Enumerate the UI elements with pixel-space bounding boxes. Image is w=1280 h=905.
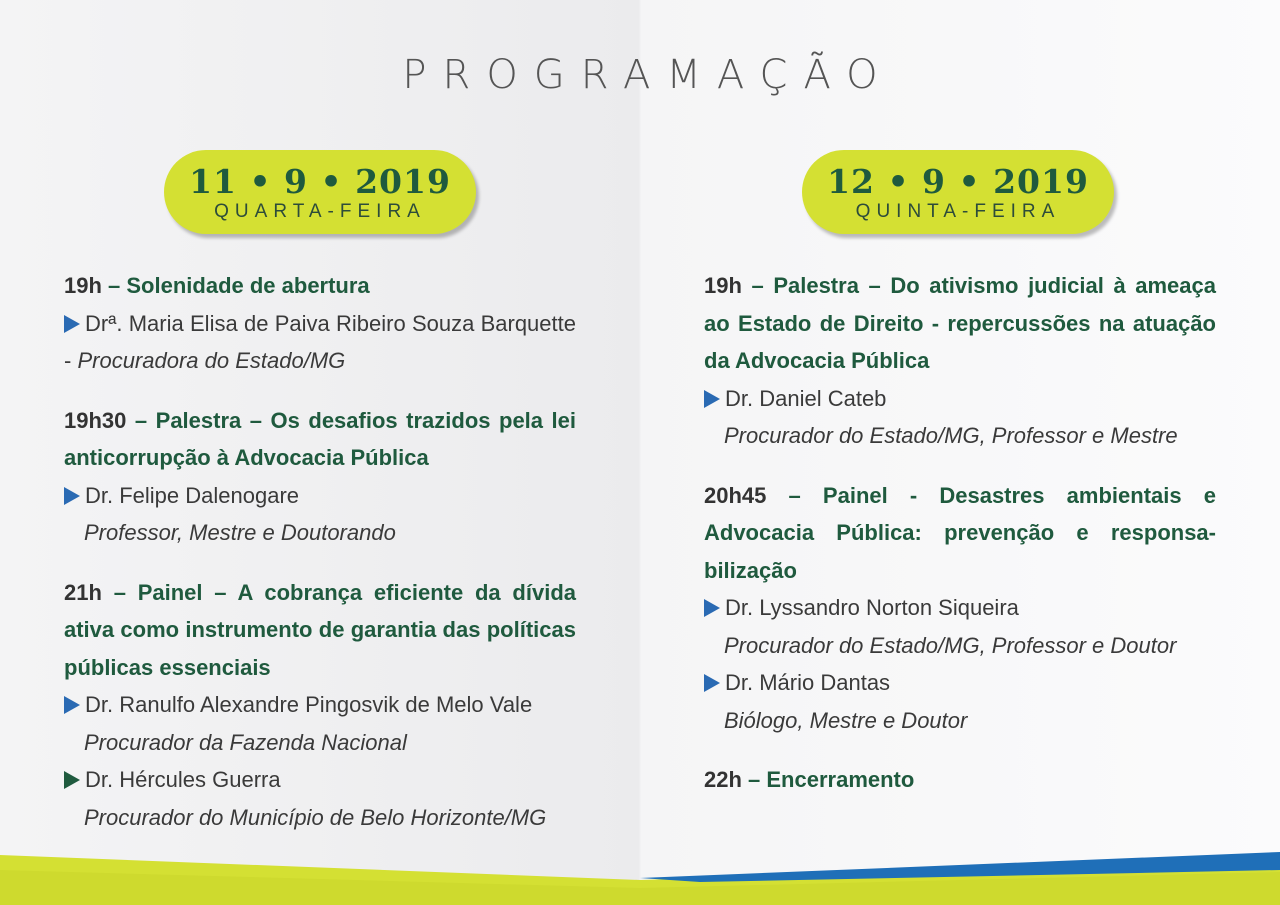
weekday-day2: QUINTA-FEIRA — [855, 201, 1061, 222]
event-title — [704, 267, 1216, 380]
event-title — [64, 402, 576, 477]
date-day1: 11 • 9 • 2019 — [189, 162, 451, 201]
event-time: 20h45 — [704, 482, 767, 508]
arrow-icon — [64, 771, 80, 789]
event-time: 19h30 — [64, 407, 127, 433]
date-badge-day1 — [164, 150, 476, 234]
decorative-stripes — [0, 830, 1280, 905]
date-day2: 12 • 9 • 2019 — [827, 162, 1089, 201]
event-time: 19h — [704, 273, 742, 298]
event-title — [704, 477, 1216, 590]
event-name: – Painel – A cobrança eficiente da dívida ativa como instrumento de garantia das políticas públicas essenciais — [64, 579, 576, 680]
event-time: 22h — [704, 767, 742, 792]
page-title: PROGRAMAÇÃO — [402, 52, 894, 98]
event-lecture — [64, 402, 576, 552]
weekday-day1: QUARTA-FEIRA — [214, 201, 426, 222]
date-badge-day2 — [802, 150, 1114, 234]
speaker-name: Dr. Ranulfo Alexandre Pingosvik de Melo Vale — [85, 692, 533, 717]
speaker — [704, 589, 1216, 627]
speaker-name: Dr. Hércules Guerra — [85, 767, 281, 792]
arrow-icon — [704, 599, 720, 617]
speaker-role: Procurador do Estado/MG, Professor e Doutor — [724, 632, 1177, 658]
schedule-day1 — [64, 267, 576, 858]
event-time: 21h — [64, 579, 102, 605]
event-lecture — [704, 267, 1216, 455]
speaker-role: Procurador do Município de Belo Horizonte/MG — [84, 804, 547, 830]
schedule-day2 — [704, 267, 1216, 821]
event-title — [64, 574, 576, 687]
speaker — [704, 664, 1216, 702]
speaker — [64, 305, 576, 380]
event-name: – Painel - Desastres ambientais e Advocacia Pública: prevenção e responsa-bilização — [704, 482, 1216, 583]
event-closing — [704, 761, 1216, 799]
speaker-role: Procurador do Estado/MG, Professor e Mestre — [724, 423, 1178, 448]
arrow-icon — [704, 390, 720, 408]
speaker-role: Professor, Mestre e Doutorando — [84, 520, 396, 545]
speaker — [64, 686, 576, 724]
event-name: – Solenidade de abertura — [101, 273, 370, 298]
arrow-icon — [64, 696, 80, 714]
event-name: – Palestra – Do ativismo judicial à ameaça ao Estado de Direito - repercussões na atuação da Advocacia Pública — [704, 273, 1216, 373]
event-title — [704, 761, 1216, 799]
event-panel — [704, 477, 1216, 740]
event-title — [64, 267, 576, 305]
speaker — [64, 761, 576, 799]
arrow-icon — [64, 315, 80, 333]
speaker-role: Procurador da Fazenda Nacional — [84, 729, 407, 755]
speaker-name: Drª. Maria Elisa de Paiva Ribeiro Souza Barquette - — [64, 310, 576, 373]
speaker — [64, 477, 576, 515]
speaker-name: Dr. Felipe Dalenogare — [85, 482, 300, 508]
event-time: 19h — [64, 273, 102, 298]
speaker-role: Biólogo, Mestre e Doutor — [724, 707, 968, 733]
arrow-icon — [64, 487, 80, 505]
arrow-icon — [704, 674, 720, 692]
event-opening — [64, 267, 576, 380]
speaker-name: Dr. Lyssandro Norton Siqueira — [725, 595, 1019, 620]
speaker-name: Dr. Daniel Cateb — [725, 385, 887, 411]
event-name: – Palestra – Os desafios trazidos pela lei anticorrupção à Advocacia Pública — [64, 407, 576, 470]
speaker — [704, 380, 1216, 418]
speaker-role: Procuradora do Estado/MG — [77, 348, 346, 373]
event-panel — [64, 574, 576, 837]
speaker-name: Dr. Mário Dantas — [725, 670, 891, 695]
event-name: – Encerramento — [741, 767, 915, 792]
